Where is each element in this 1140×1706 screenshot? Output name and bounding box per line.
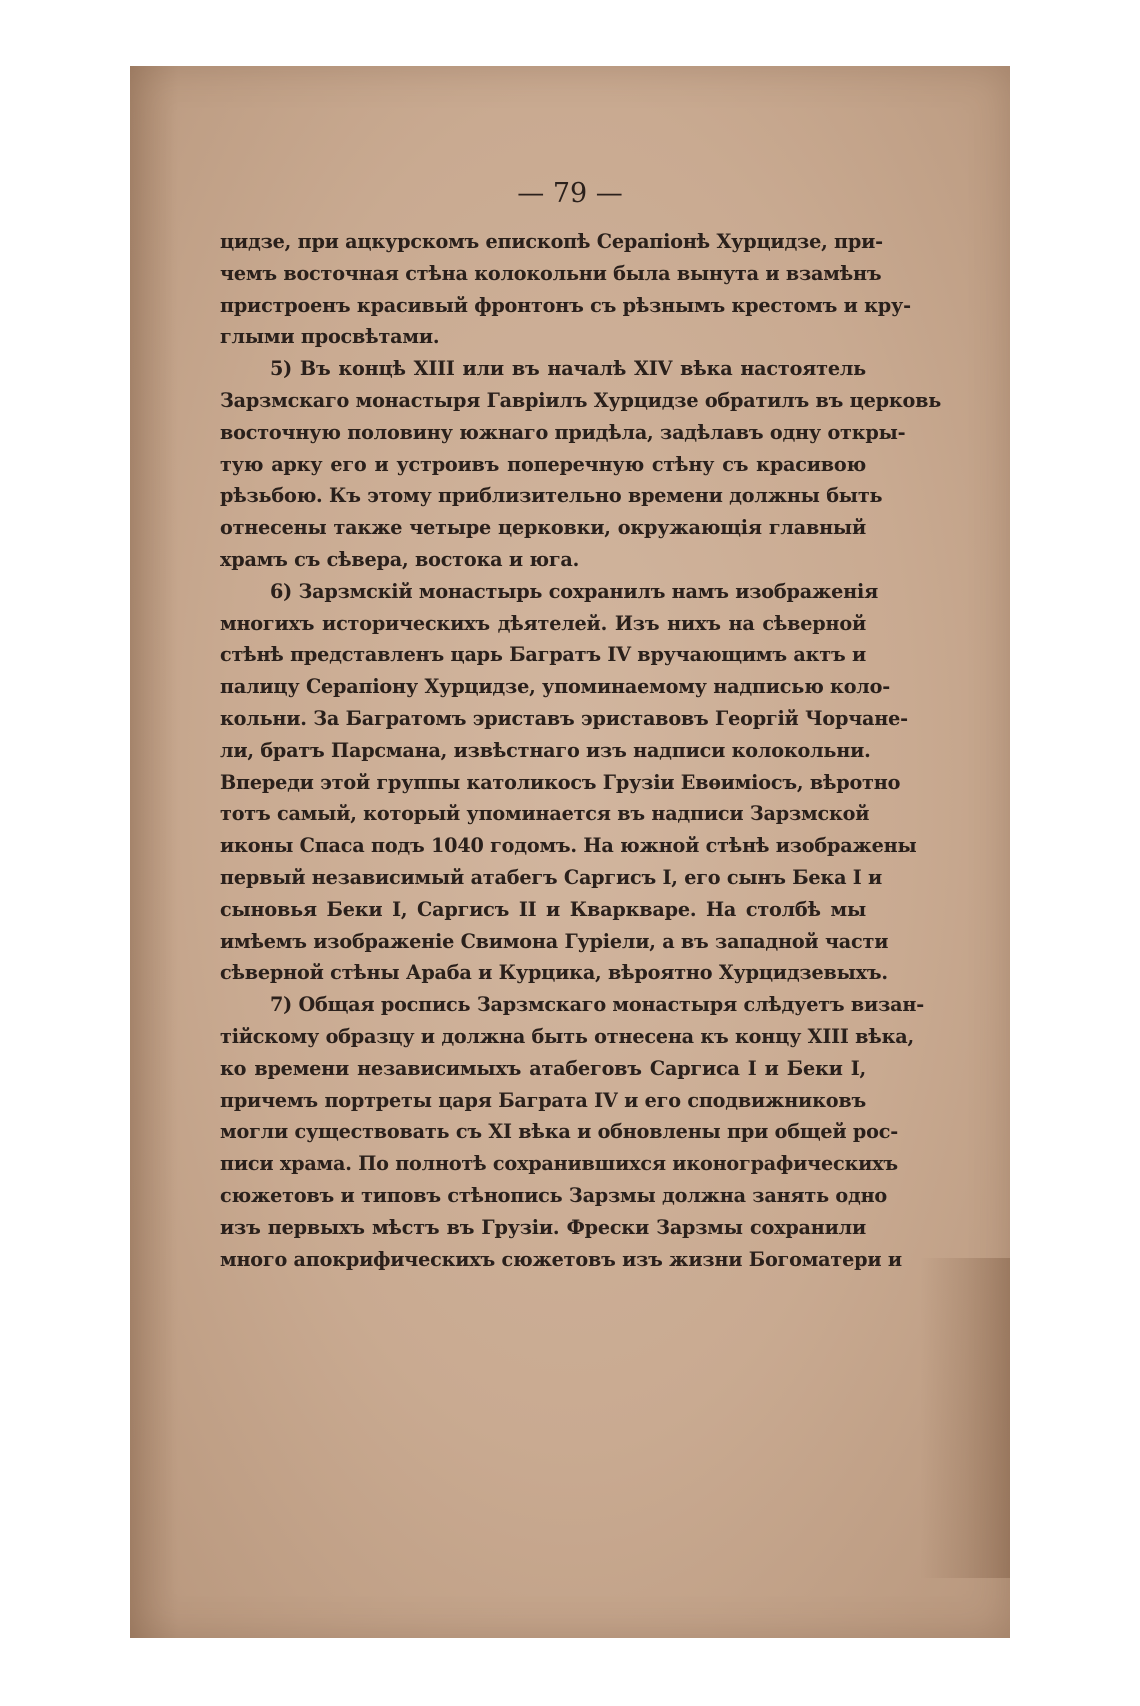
text-line: чемъ восточная стѣна колокольни была вынута и взамѣнъ: [220, 261, 882, 285]
text-line: цидзе, при ацкурскомъ епископѣ Серапіонѣ Хурцидзе, при-: [220, 230, 883, 253]
text-line: писи храма. По полнотѣ сохранившихся иконографическихъ: [220, 1152, 898, 1176]
text-line: Впереди этой группы католикосъ Грузіи Евѳиміосъ, вѣротно: [220, 770, 901, 794]
text-line: отнесены также четыре церковки, окружающія главный: [220, 516, 866, 540]
page-stain: [920, 1258, 1010, 1578]
text-line: Зарзмскаго монастыря Гавріилъ Хурцидзе обратилъ въ церковь: [220, 388, 942, 412]
text-line: восточную половину южнаго придѣла, задѣлавъ одну откры-: [220, 420, 906, 444]
body-text: [220, 226, 942, 1275]
text-line: 5) Въ концѣ XIII или въ началѣ XIV вѣка настоятель: [270, 357, 866, 381]
text-line: тую арку его и устроивъ поперечную стѣну съ красивою: [220, 452, 866, 476]
text-line: палицу Серапіону Хурцидзе, упоминаемому надписью коло-: [220, 675, 890, 699]
text-line: пристроенъ красивый фронтонъ съ рѣзнымъ крестомъ и кру-: [220, 293, 911, 317]
text-line: много апокрифическихъ сюжетовъ изъ жизни Богоматери и: [220, 1247, 902, 1271]
page-edge-shadow: [130, 66, 178, 1638]
text-line: тотъ самый, который упоминается въ надписи Зарзмской: [220, 802, 870, 826]
text-line: могли существовать съ XI вѣка и обновлены при общей рос-: [220, 1120, 898, 1144]
text-line: изъ первыхъ мѣстъ въ Грузіи. Фрески Зарзмы сохранили: [220, 1215, 866, 1239]
text-line: ко времени независимыхъ атабеговъ Саргиса I и Беки I,: [220, 1056, 866, 1080]
scanned-page: [130, 66, 1010, 1638]
text-line: причемъ портреты царя Баграта IV и его сподвижниковъ: [220, 1088, 866, 1112]
text-line: рѣзьбою. Къ этому приблизительно времени должны быть: [220, 484, 883, 508]
text-line: сѣверной стѣны Араба и Курцика, вѣроятно Хурцидзевыхъ.: [220, 961, 888, 985]
text-line: 7) Общая роспись Зарзмскаго монастыря слѣдуетъ визан-: [270, 993, 924, 1017]
text-line: глыми просвѣтами.: [220, 325, 440, 349]
text-line: 6) Зарзмскій монастырь сохранилъ намъ изображенія: [270, 579, 879, 603]
text-line: стѣнѣ представленъ царь Багратъ IV вручающимъ актъ и: [220, 643, 866, 667]
text-line: храмъ съ сѣвера, востока и юга.: [220, 547, 580, 571]
text-line: многихъ историческихъ дѣятелей. Изъ нихъ на сѣверной: [220, 611, 866, 635]
text-line: сюжетовъ и типовъ стѣнопись Зарзмы должна занять одно: [220, 1183, 888, 1207]
text-line: первый независимый атабегъ Саргисъ I, его сынъ Бека I и: [220, 865, 883, 889]
text-line: кольни. За Багратомъ эриставъ эриставовъ Георгій Чорчане-: [220, 706, 908, 730]
text-line: тійскому образцу и должна быть отнесена къ концу XIII вѣка,: [220, 1024, 914, 1048]
text-line: ли, братъ Парсмана, извѣстнаго изъ надписи колокольни.: [220, 738, 871, 762]
page-number: — 79 —: [517, 178, 623, 209]
text-line: иконы Спаса подъ 1040 годомъ. На южной стѣнѣ изображены: [220, 834, 917, 858]
text-line: имѣемъ изображеніе Свимона Гуріели, а въ западной части: [220, 929, 889, 953]
text-line: сыновья Беки I, Саргисъ II и Кваркваре. На столбѣ мы: [220, 897, 866, 921]
